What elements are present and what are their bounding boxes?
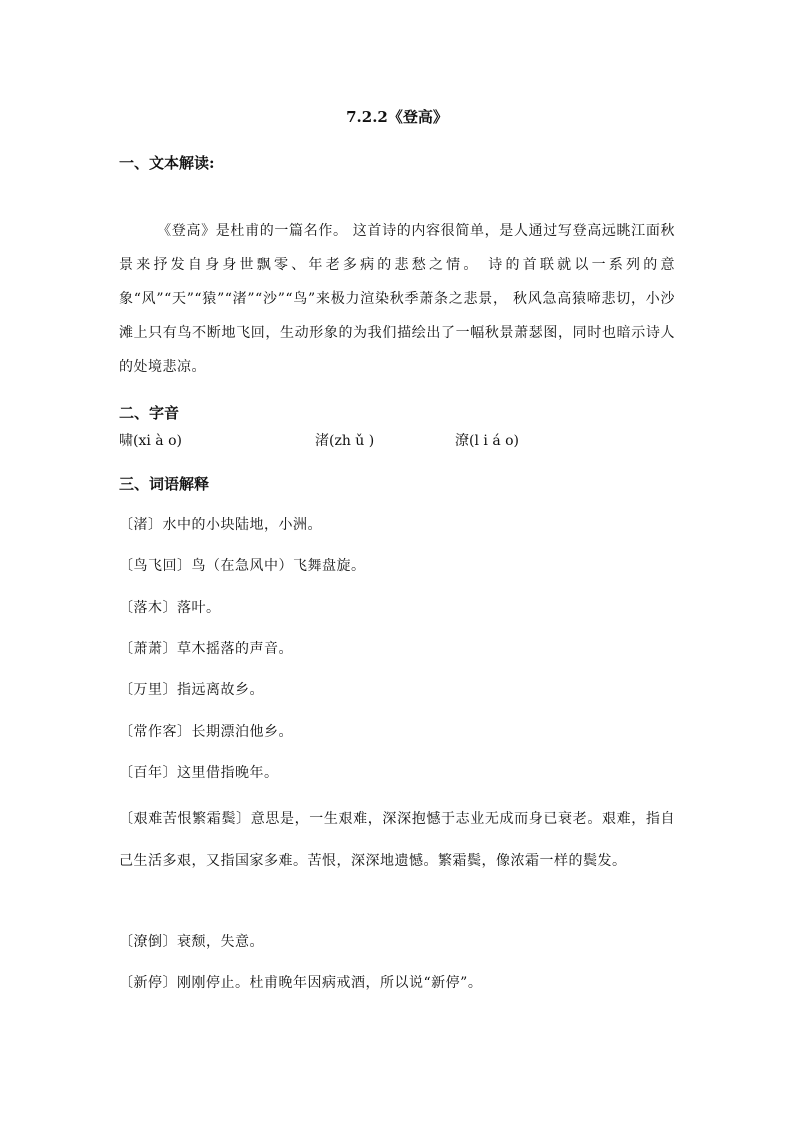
vocab-item: 〔鸟飞回〕鸟（在急风中）飞舞盘旋。	[119, 558, 366, 574]
vocab-item: 〔萧萧〕草木摇落的声音。	[119, 641, 293, 657]
page-title: 7.2.2《登高》	[346, 108, 448, 126]
paragraph-text: 《登高》是杜甫的一篇名作。 这首诗的内容很简单，是人通过写登高远眺江面秋景来抒发自身身世飘零、年老多病的悲愁之情。 诗的首联就以一系列的意象“风”“天”“猿”“渚”“沙”“鸟”来极力渲染秋季萧条之悲景， 秋风急高猿啼悲切，小沙滩上只有鸟不断地飞回，生动形象的为我们描绘出了一幅秋景萧瑟图，同时也暗示诗人的处境悲凉。	[119, 223, 675, 375]
vocab-item: 〔落木〕落叶。	[119, 600, 221, 616]
vocab-item: 〔艰难苦恨繁霜鬓〕意思是，一生艰难，深深抱憾于志业无成而身已衰老。艰难，指自己生活多艰，又指国家多难。苦恨，深深地遗憾。繁霜鬓，像浓霜一样的鬓发。	[119, 811, 675, 869]
section-heading-pronunciation: 二、字音	[119, 404, 180, 422]
section-heading-vocabulary: 三、词语解释	[119, 475, 210, 493]
text-interpretation-paragraph	[119, 214, 675, 384]
section-heading-text-interpretation: 一、文本解读:	[119, 154, 215, 172]
vocab-item: 〔潦倒〕衰颓，失意。	[119, 934, 264, 950]
pronunciation-item: 潦(l i á o)	[455, 433, 520, 449]
pronunciation-item: 渚(zh ǔ )	[315, 433, 375, 449]
vocab-item: 〔万里〕指远离故乡。	[119, 682, 264, 698]
vocab-item: 〔百年〕这里借指晚年。	[119, 765, 279, 781]
vocab-item: 〔渚〕水中的小块陆地，小洲。	[119, 517, 322, 533]
vocab-item: 〔新停〕刚刚停止。杜甫晚年因病戒酒，所以说“新停”。	[119, 975, 483, 991]
vocab-item: 〔常作客〕长期漂泊他乡。	[119, 724, 293, 740]
pronunciation-item: 啸(xi à o)	[119, 433, 182, 449]
